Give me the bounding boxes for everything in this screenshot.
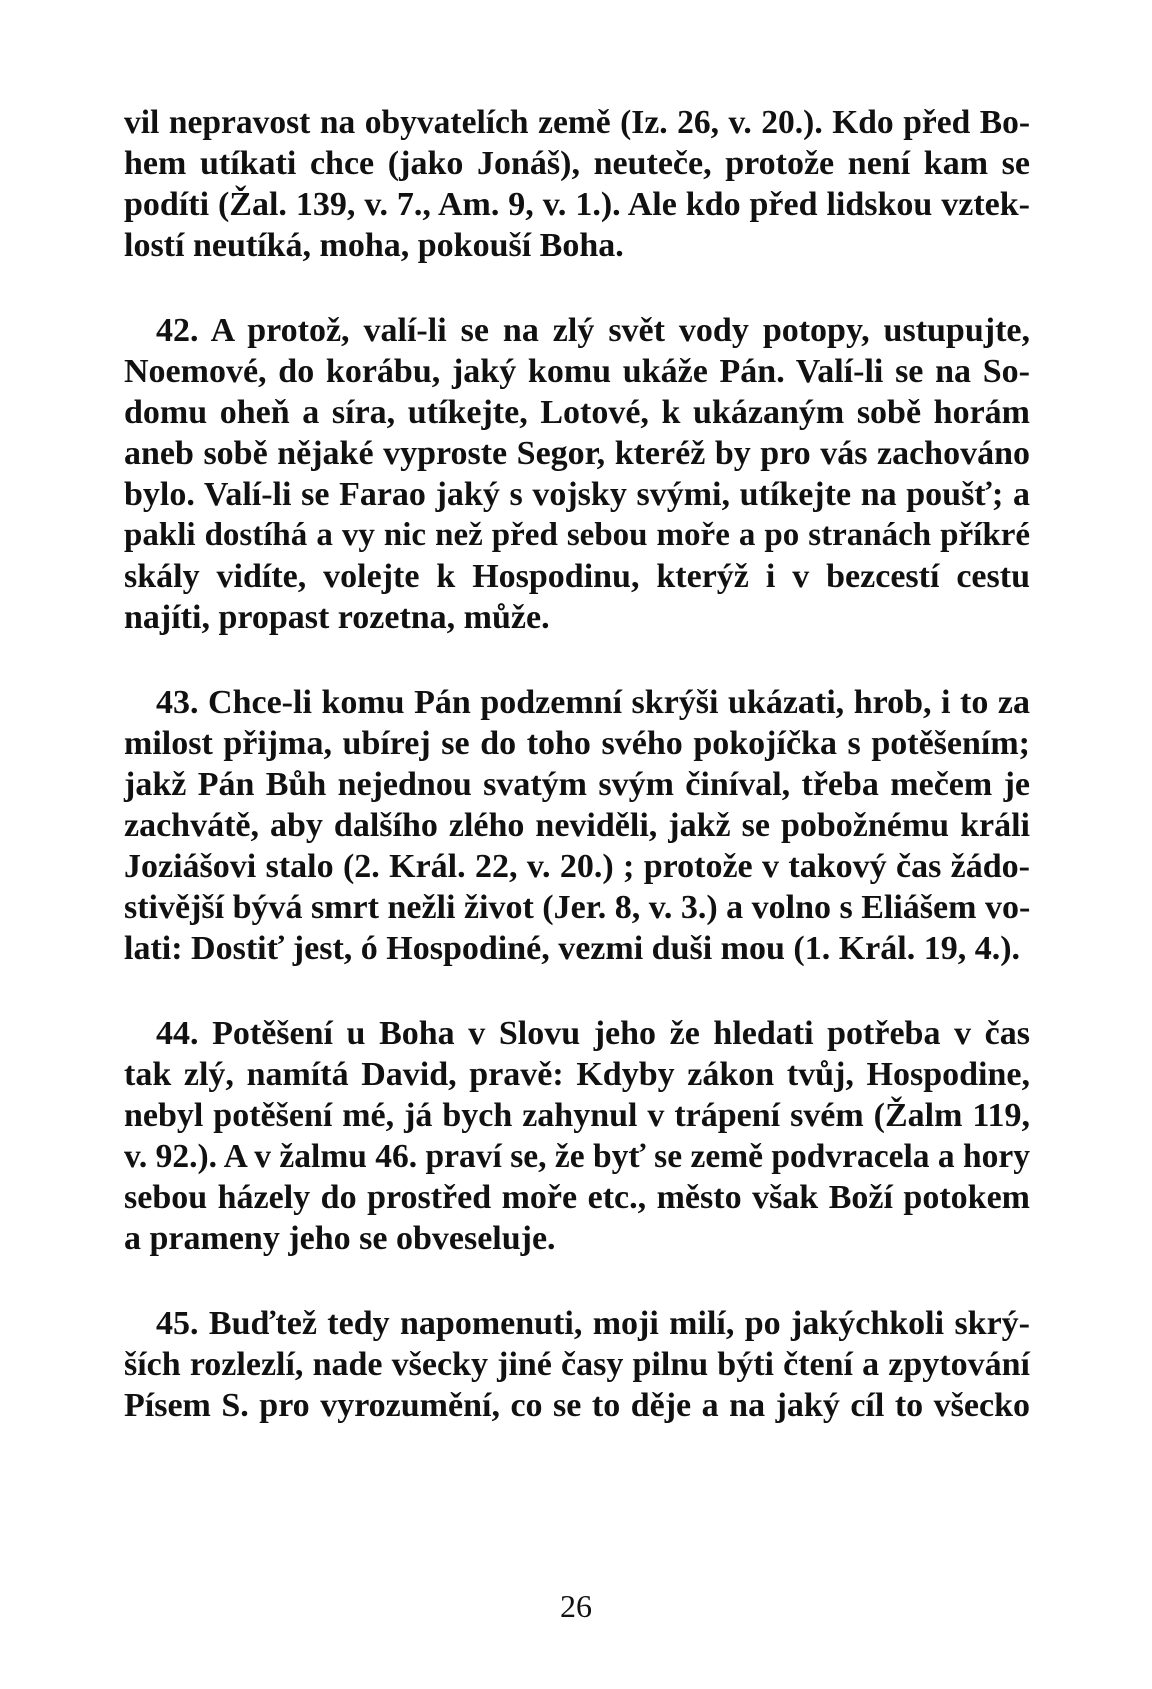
- paragraph-42: [124, 310, 1030, 638]
- paragraph-44: [124, 1013, 1030, 1259]
- text-line: sebou házely do prostřed moře etc., město však Boží potokem: [124, 1179, 1030, 1216]
- text-line: stivější bývá smrt nežli život (Jer. 8, v. 3.) a volno s Eliášem vo-: [124, 889, 1031, 926]
- text-line: lati: Dostiť jest, ó Hospodiné, vezmi duši mou (1. Král. 19, 4.).: [124, 930, 1021, 967]
- text-line: aneb sobě nějaké vyproste Segor, kteréž by pro vás zachováno: [124, 435, 1030, 472]
- text-line: Písem S. pro vyrozumění, co se to děje a na jaký cíl to všecko: [124, 1387, 1030, 1424]
- text-line: najíti, propast rozetna, může.: [124, 599, 550, 636]
- text-line: 45. Buďtež tedy napomenuti, moji milí, po jakýchkoli skrý-: [156, 1305, 1030, 1342]
- text-line: nebyl potěšení mé, já bych zahynul v trápení svém (Žalm 119,: [124, 1097, 1030, 1134]
- text-line: Joziášovi stalo (2. Král. 22, v. 20.) ; protože v takový čas žádo-: [124, 848, 1030, 885]
- text-line: zachvátě, aby dalšího zlého neviděli, jakž se pobožnému králi: [124, 807, 1030, 844]
- text-line: skály vidíte, volejte k Hospodinu, kterýž i v bezcestí cestu: [124, 558, 1030, 595]
- text-line: lostí neutíká, moha, pokouší Boha.: [124, 227, 624, 264]
- text-line: 43. Chce-li komu Pán podzemní skrýši ukázati, hrob, i to za: [156, 684, 1030, 721]
- text-line: podíti (Žal. 139, v. 7., Am. 9, v. 1.). Ale kdo před lidskou vztek-: [124, 186, 1030, 223]
- text-line: jakž Pán Bůh nejednou svatým svým činíval, třeba mečem je: [124, 766, 1030, 803]
- text-line: domu oheň a síra, utíkejte, Lotové, k ukázaným sobě horám: [124, 394, 1030, 431]
- text-line: milost přijma, ubírej se do toho svého pokojíčka s potěšením;: [124, 725, 1030, 762]
- page-body: [124, 102, 1030, 1470]
- text-line: tak zlý, namítá David, pravě: Kdyby zákon tvůj, Hospodine,: [124, 1056, 1030, 1093]
- text-line: a prameny jeho se obveseluje.: [124, 1220, 556, 1257]
- text-line: hem utíkati chce (jako Jonáš), neuteče, protože není kam se: [124, 145, 1030, 182]
- paragraph-45: [124, 1303, 1030, 1426]
- paragraph-continuation: [124, 102, 1030, 266]
- text-line: 42. A protož, valí-li se na zlý svět vody potopy, ustupujte,: [156, 312, 1030, 349]
- paragraph-43: [124, 682, 1030, 969]
- text-line: pakli dostíhá a vy nic než před sebou moře a po stranách příkré: [124, 517, 1030, 553]
- text-line: vil nepravost na obyvatelích země (Iz. 26, v. 20.). Kdo před Bo-: [124, 104, 1030, 141]
- text-line: v. 92.). A v žalmu 46. praví se, že byť se země podvracela a hory: [124, 1138, 1031, 1175]
- page-number: 26: [560, 1588, 592, 1624]
- text-line: 44. Potěšení u Boha v Slovu jeho že hledati potřeba v čas: [156, 1015, 1030, 1052]
- text-line: Noemové, do korábu, jaký komu ukáže Pán. Valí-li se na So-: [124, 353, 1030, 390]
- text-line: bylo. Valí-li se Farao jaký s vojsky svými, utíkejte na poušť; a: [124, 476, 1030, 513]
- text-line: ších rozlezlí, nade všecky jiné časy pilnu býti čtení a zpytování: [124, 1346, 1030, 1383]
